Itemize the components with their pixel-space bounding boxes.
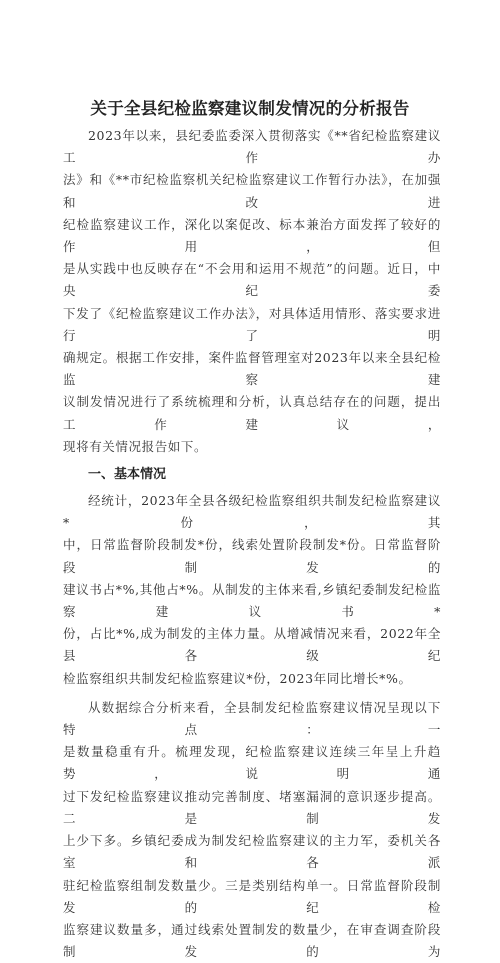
text-line: 确规定。根据工作安排，案件监督管理室对2023年以来全县纪检监察建 bbox=[63, 350, 441, 388]
text-line: 中，日常监督阶段制发*份，线索处置阶段制发*份。日常监督阶段制发的 bbox=[63, 537, 441, 575]
text-line: 监察建议数量多，通过线索处置制发的数量少，在审查调查阶段制发的为 bbox=[63, 921, 441, 960]
analysis-paragraph bbox=[63, 697, 441, 963]
text-line: 检监察组织共制发纪检监察建议*份，2023年同比增长*%。 bbox=[63, 670, 412, 686]
text-line: 驻纪检监察组制发数量少。三是类别结构单一。日常监督阶段制发的纪检 bbox=[63, 877, 441, 915]
text-line: 建议书占*%,其他占*%。从制发的主体来看,乡镇纪委制发纪检监察建议书* bbox=[63, 581, 441, 620]
text-line: 下发了《纪检监察建议工作办法》，对具体适用情形、落实要求进行了明 bbox=[63, 305, 441, 343]
text-line: 上少下多。乡镇纪委成为制发纪检监察建议的主力军，委机关各室和各派 bbox=[63, 833, 441, 871]
text-line: 过下发纪检监察建议推动完善制度、堵塞漏洞的意识逐步提高。二是制发 bbox=[63, 788, 441, 826]
text-line: 从数据综合分析来看，全县制发纪检监察建议情况呈现以下特点：一 bbox=[63, 699, 441, 738]
text-line: 是数量稳重有升。梳理发现，纪检监察建议连续三年呈上升趋势，说明通 bbox=[63, 744, 441, 782]
text-line: 是从实践中也反映存在“不会用和运用不规范”的问题。近日，中央纪委 bbox=[63, 261, 441, 299]
text-line: 份，占比*%,成为制发的主体力量。从增减情况来看，2022年全县各级纪 bbox=[63, 626, 441, 664]
statistics-paragraph bbox=[63, 490, 441, 690]
text-line: 法》和《**市纪检监察机关纪检监察建议工作暂行办法》，在加强和改进 bbox=[63, 172, 441, 210]
text-line: 议制发情况进行了系统梳理和分析，认真总结存在的问题，提出工作建议， bbox=[63, 394, 441, 432]
intro-paragraph bbox=[63, 125, 441, 458]
section-heading-basic-situation: 一、基本情况 bbox=[88, 467, 167, 483]
document-body bbox=[63, 125, 441, 963]
text-line: 现将有关情况报告如下。 bbox=[63, 438, 208, 454]
text-line: 纪检监察建议工作，深化以案促改、标本兼治方面发挥了较好的作用，但 bbox=[63, 216, 441, 255]
document-title: 关于全县纪检监察建议制发情况的分析报告 bbox=[90, 99, 410, 118]
text-line: 2023年以来，县纪委监委深入贯彻落实《**省纪检监察建议工作办 bbox=[63, 128, 441, 166]
text-line: 经统计，2023年全县各级纪检监察组织共制发纪检监察建议*份，其 bbox=[63, 493, 441, 531]
